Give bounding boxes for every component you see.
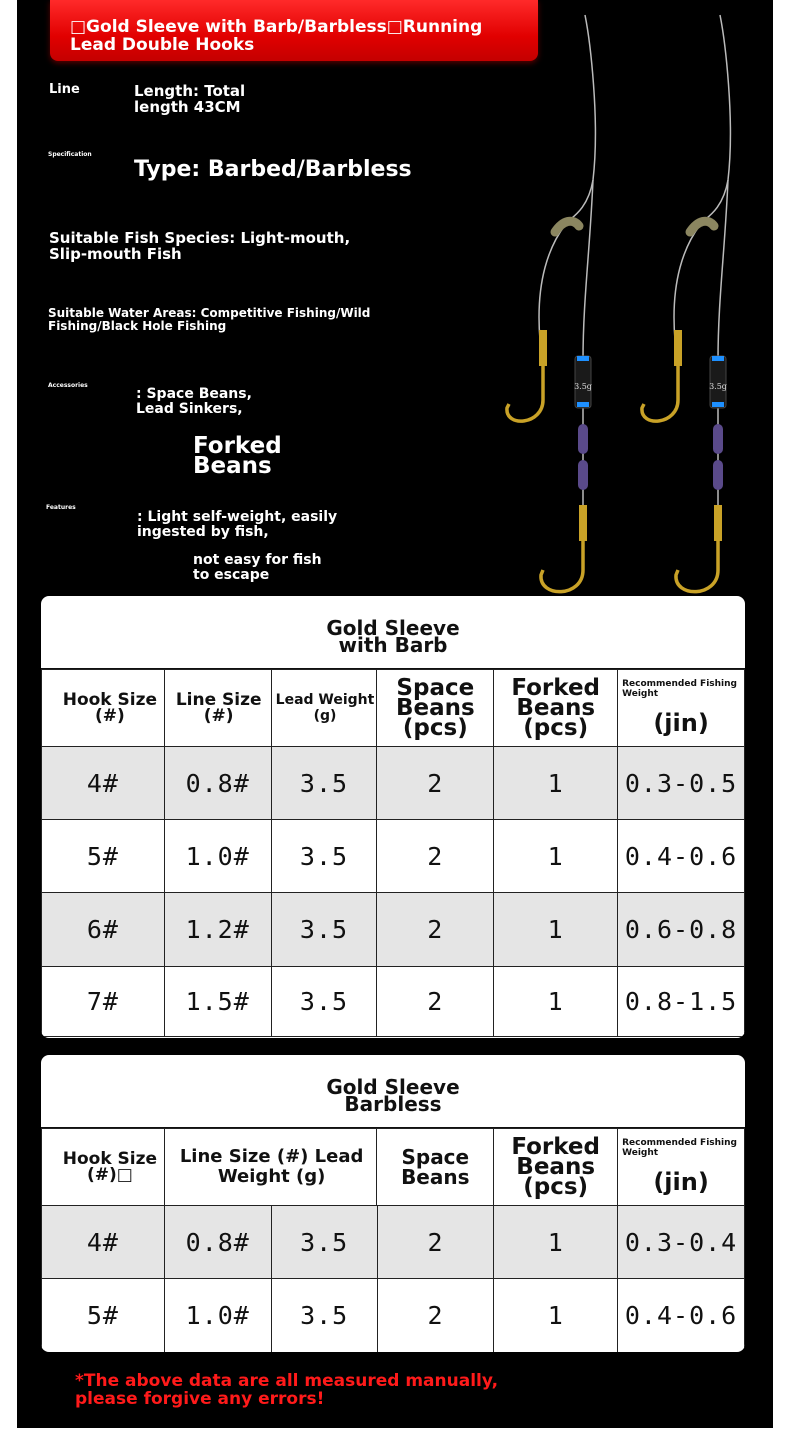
barb-spec-table — [41, 669, 745, 1037]
lead-weight-cell: 3.5 — [271, 1206, 377, 1279]
fishing-weight-cell: 0.8-1.5 — [618, 967, 745, 1037]
header-recommended-weight — [618, 670, 745, 747]
table-row — [42, 967, 745, 1037]
features-label: Features — [46, 504, 76, 511]
header-forked-beans: Forked Beans (pcs) — [494, 670, 618, 747]
line-size-cell: 0.8# — [164, 747, 271, 820]
space-beans-cell: 2 — [377, 967, 494, 1037]
header-hook-size: Hook Size (#)□ — [42, 1129, 165, 1206]
hook-size-cell: 7# — [42, 967, 165, 1037]
hook-size-cell: 4# — [42, 1206, 165, 1279]
gold-hook-icon — [676, 535, 718, 592]
line-size-cell: 0.8# — [164, 1206, 271, 1279]
lead-weight-cell: 3.5 — [271, 820, 377, 893]
weight-unit: (jin) — [653, 709, 709, 737]
hook-rig-illustration-left — [495, 0, 645, 610]
forked-beans-cell: 1 — [494, 1279, 618, 1353]
recommended-weight-label: Recommended Fishing Weight — [622, 679, 737, 699]
float-sleeve — [555, 221, 579, 232]
title-banner — [50, 0, 538, 61]
header-hook-size: Hook Size (#) — [42, 670, 165, 747]
fishing-weight-cell: 0.4-0.6 — [618, 820, 745, 893]
fishing-weight-cell: 0.3-0.5 — [618, 747, 745, 820]
fishing-weight-cell: 0.3-0.4 — [618, 1206, 745, 1279]
hook-size-cell: 5# — [42, 820, 165, 893]
barbless-spec-table-body — [41, 1205, 745, 1352]
length-spec: Length: Total length 43CM — [134, 82, 246, 116]
fishing-weight-cell: 0.4-0.6 — [618, 1279, 745, 1353]
header-line-size: Line Size (#) — [164, 670, 271, 747]
barbless-spec-table — [41, 1128, 745, 1206]
gold-hook-icon — [507, 360, 543, 421]
gold-hook-icon — [541, 535, 583, 592]
line-size-cell: 1.5# — [164, 967, 271, 1037]
forked-beans-cell: 1 — [494, 747, 618, 820]
table-header-row — [42, 670, 745, 747]
barb-spec-card — [41, 596, 745, 1038]
fishing-weight-cell: 0.6-0.8 — [618, 893, 745, 967]
space-beans-cell: 2 — [377, 1279, 494, 1353]
space-beans-cell: 2 — [377, 820, 494, 893]
hook-size-cell: 6# — [42, 893, 165, 967]
table-row — [42, 1279, 745, 1353]
header-lead-weight: Lead Weight (g) — [271, 670, 377, 747]
features-spec-2: not easy for fish to escape — [193, 552, 322, 583]
table-row — [42, 1206, 745, 1279]
space-beans-cell: 2 — [377, 747, 494, 820]
accessories-label: Accessories — [48, 382, 88, 389]
table-row — [42, 747, 745, 820]
space-bean — [578, 424, 588, 454]
specification-label: Specification — [48, 151, 92, 158]
weight-unit: (jin) — [653, 1168, 709, 1196]
disclaimer-note: *The above data are all measured manually, please forgive any errors! — [75, 1371, 499, 1409]
hook-rig-illustration-right — [630, 0, 780, 610]
fishing-line — [674, 15, 730, 340]
recommended-weight-label: Recommended Fishing Weight — [622, 1138, 737, 1158]
forked-bean — [713, 460, 723, 490]
sinker-label: 3.5g — [709, 382, 727, 391]
banner-title: □Gold Sleeve with Barb/Barbless□Running Lead Double Hooks — [70, 17, 483, 55]
line-size-cell: 1.2# — [164, 893, 271, 967]
lead-weight-cell: 3.5 — [271, 893, 377, 967]
lead-weight-cell: 3.5 — [271, 747, 377, 820]
float-sleeve — [690, 221, 714, 232]
fishing-line — [539, 15, 595, 340]
forked-bean — [578, 460, 588, 490]
barbless-table-title: Gold Sleeve Barbless — [41, 1055, 745, 1128]
header-forked-beans: Forked Beans (pcs) — [494, 1129, 618, 1206]
forked-beans-text: Forked Beans — [193, 433, 282, 479]
space-bean — [713, 424, 723, 454]
hook-size-cell: 5# — [42, 1279, 165, 1353]
line-label: Line — [49, 82, 80, 97]
lead-weight-cell: 3.5 — [271, 967, 377, 1037]
table-row — [42, 893, 745, 967]
line-size-cell: 1.0# — [164, 1279, 271, 1353]
header-space-beans: Space Beans (pcs) — [377, 670, 494, 747]
accessories-spec: : Space Beans, Lead Sinkers, — [136, 386, 252, 417]
type-spec: Type: Barbed/Barbless — [134, 157, 412, 182]
features-spec: : Light self-weight, easily ingested by fish, — [137, 509, 338, 540]
header-space-beans: Space Beans — [377, 1129, 494, 1206]
table-row — [42, 820, 745, 893]
water-areas-spec: Suitable Water Areas: Competitive Fishing/Wild Fishing/Black Hole Fishing — [48, 306, 371, 333]
barbless-spec-card — [41, 1055, 745, 1352]
sinker-label: 3.5g — [574, 382, 592, 391]
space-beans-cell: 2 — [377, 1206, 494, 1279]
forked-beans-cell: 1 — [494, 820, 618, 893]
lead-weight-cell: 3.5 — [271, 1279, 377, 1353]
line-size-cell: 1.0# — [164, 820, 271, 893]
barb-table-title: Gold Sleeve with Barb — [41, 596, 745, 669]
table-header-row — [42, 1129, 745, 1206]
forked-beans-cell: 1 — [494, 967, 618, 1037]
gold-hook-icon — [642, 360, 678, 421]
header-recommended-weight — [618, 1129, 745, 1206]
fish-species-spec: Suitable Fish Species: Light-mouth, Slip-mouth Fish — [49, 229, 351, 263]
space-beans-cell: 2 — [377, 893, 494, 967]
hook-size-cell: 4# — [42, 747, 165, 820]
forked-beans-cell: 1 — [494, 1206, 618, 1279]
forked-beans-cell: 1 — [494, 893, 618, 967]
header-line-size-lead-weight: Line Size (#) Lead Weight (g) — [164, 1129, 377, 1206]
